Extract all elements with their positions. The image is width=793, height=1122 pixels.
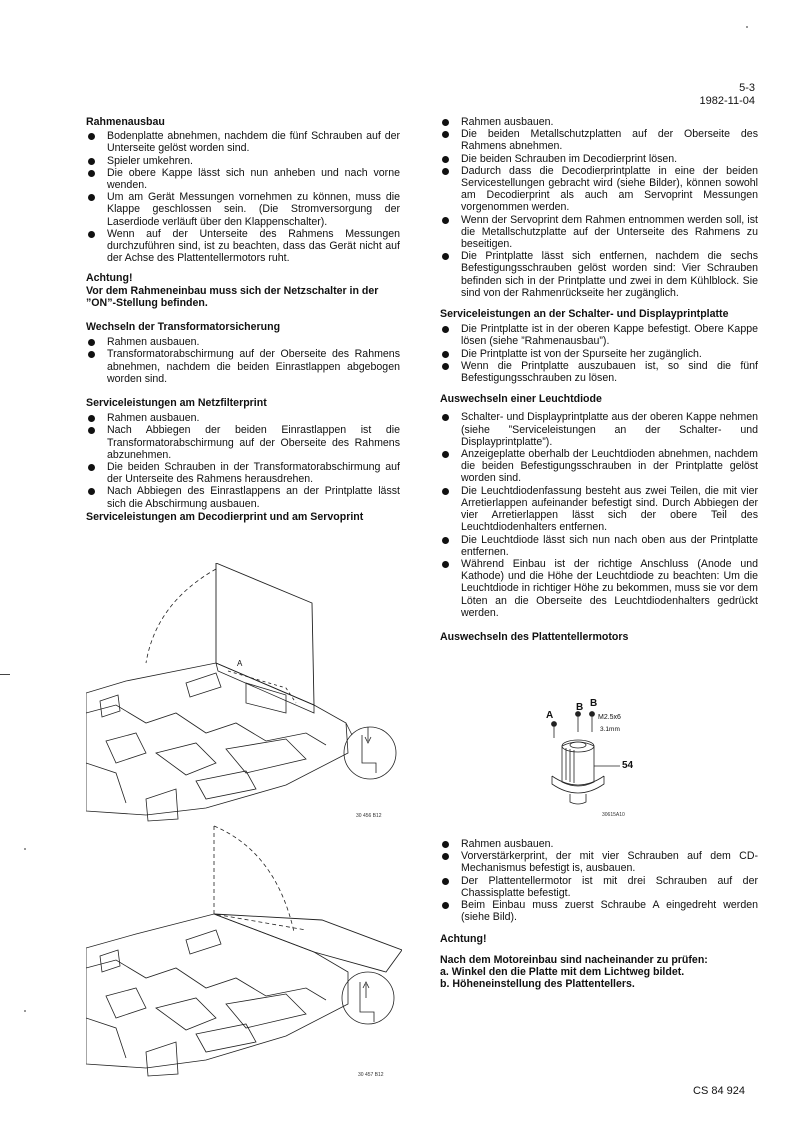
list-item: Rahmen ausbauen. xyxy=(86,336,400,348)
warning-title: Achtung! xyxy=(86,272,133,285)
list-item: Transformatorabschirmung auf der Oberseite des Rahmens abnehmen, nachdem die beiden Einrastlappen abgebogen worden sind. xyxy=(86,348,400,385)
motor-label-a: A xyxy=(546,710,554,721)
figure-label-a: A xyxy=(237,659,243,668)
list-item: Die Printplatte lässt sich entfernen, nachdem die sechs Befestigungsschrauben gelöst worden sind: Vier Schrauben befinden sich in der Printplatte und zwei in dem Kühlblock. Sie sind von der Rahmenrückseite her zugänglich. xyxy=(440,250,758,299)
list-item: Wenn der Servoprint dem Rahmen entnommen werden soll, ist die Metallschutzplatte auf der Unterseite des Rahmens zu beseitigen. xyxy=(440,214,758,251)
list-item: Die Leuchtdiodenfassung besteht aus zwei Teilen, die mit vier Arretierlappen aufeinander befestigt sind. Durch Abbiegen der vier Arretierlappen lässt sich der obere Teil des Leuchtdiodenhalters entfernen. xyxy=(440,485,758,534)
list-item: Dadurch dass die Decodierprintplatte in eine der beiden Servicestellungen gebracht wird (siehe Bilder), können sowohl am Decodierprint als auch am Servoprint Messungen vorgenommen werden. xyxy=(440,165,758,214)
bullet-list xyxy=(86,336,400,385)
margin-mark xyxy=(0,674,10,675)
list-item: Rahmen ausbauen. xyxy=(86,412,400,424)
bullet-list xyxy=(86,412,400,510)
bullet-list xyxy=(440,116,758,299)
list-item: Rahmen ausbauen. xyxy=(440,116,758,128)
list-item: Nach Abbiegen des Einrastlappens an der Printplatte lässt sich die Abschirmung ausbauen. xyxy=(86,485,400,509)
page-number: 5-3 xyxy=(739,82,755,94)
figure-number: 30 456 B12 xyxy=(356,813,382,819)
list-item: Die beiden Schrauben in der Transformatorabschirmung auf der Unterseite des Rahmens herausdrehen. xyxy=(86,461,400,485)
section-title: Serviceleistungen am Netzfilterprint xyxy=(86,397,267,410)
list-item: Die beiden Schrauben im Decodierprint lösen. xyxy=(440,153,758,165)
scan-speck xyxy=(24,848,26,850)
warning-title: Achtung! xyxy=(440,933,487,946)
section-title: Serviceleistungen an der Schalter- und Displayprintplatte xyxy=(440,308,729,321)
list-item: Wenn auf der Unterseite des Rahmens Messungen durchzuführen sind, ist zu beachten, dass das Gerät nicht auf der Achse des Plattentellermotors ruht. xyxy=(86,228,400,265)
list-item: Anzeigeplatte oberhalb der Leuchtdioden abnehmen, nachdem die beiden Befestigungsschrauben in der Printplatte gelöst worden sind. xyxy=(440,448,758,485)
list-item: Nach Abbiegen der beiden Einrastlappen ist die Transformatorabschirmung auf der Oberseite des Rahmens abzunehmen. xyxy=(86,424,400,461)
warning-text: Vor dem Rahmeneinbau muss sich der Netzschalter in der ”ON”-Stellung befinden. xyxy=(86,284,379,309)
left-column xyxy=(86,116,400,525)
list-item: Schalter- und Displayprintplatte aus der oberen Kappe nehmen (siehe ”Serviceleistungen an der Schalter- und Displayprintplatte”). xyxy=(440,411,758,448)
figure-decoder-service-position-1 xyxy=(86,563,402,825)
page-header xyxy=(700,82,755,108)
list-item: Die obere Kappe lässt sich nun anheben und nach vorne wenden. xyxy=(86,167,400,191)
scan-speck xyxy=(746,26,748,28)
servo-print-drawing xyxy=(86,822,402,1084)
list-item: Um am Gerät Messungen vornehmen zu können, muss die Klappe geschlossen sein. (Die Stromversorgung der Laserdiode verläuft über den Klappenschalter). xyxy=(86,191,400,228)
list-item: Wenn die Printplatte auszubauen ist, so sind die fünf Befestigungsschrauben zu lösen. xyxy=(440,360,758,384)
list-item: Vorverstärkerprint, der mit vier Schrauben auf dem CD-Mechanismus befestigt is, ausbauen. xyxy=(440,850,758,874)
section-title: Serviceleistungen am Decodierprint und am Servoprint xyxy=(86,510,364,523)
list-item: Bodenplatte abnehmen, nachdem die fünf Schrauben auf der Unterseite gelöst worden sind. xyxy=(86,130,400,154)
figure-decoder-service-position-2 xyxy=(86,822,402,1084)
motor-label-b1: B xyxy=(576,702,584,713)
decoder-print-drawing xyxy=(86,563,402,825)
bullet-list xyxy=(440,838,758,923)
section-title: Auswechseln einer Leuchtdiode xyxy=(440,393,602,406)
figure-number: 30615A10 xyxy=(602,812,625,818)
section-title: Wechseln der Transformatorsicherung xyxy=(86,321,281,334)
list-item: Die Printplatte ist in der oberen Kappe befestigt. Obere Kappe lösen (siehe ”Rahmenausbau”). xyxy=(440,323,758,347)
warning-step-a: a. Winkel den die Platte mit dem Lichtweg bildet. xyxy=(440,965,685,978)
section-title: Auswechseln des Plattentellermotors xyxy=(440,630,629,643)
right-column xyxy=(440,116,758,645)
right-column-lower xyxy=(440,838,758,990)
scan-speck xyxy=(24,1010,26,1012)
bullet-list xyxy=(86,130,400,264)
motor-label-b2: B xyxy=(590,698,598,709)
list-item: Rahmen ausbauen. xyxy=(440,838,758,850)
figure-number: 30 457 B12 xyxy=(358,1072,384,1078)
warning-step-b: b. Höheneinstellung des Plattentellers. xyxy=(440,978,635,991)
list-item: Die Printplatte ist von der Spurseite her zugänglich. xyxy=(440,348,758,360)
list-item: Spieler umkehren. xyxy=(86,155,400,167)
document-code: CS 84 924 xyxy=(693,1085,745,1097)
section-title: Rahmenausbau xyxy=(86,116,165,128)
bullet-list xyxy=(440,411,758,618)
list-item: Der Plattentellermotor ist mit drei Schrauben auf der Chassisplatte befestigt. xyxy=(440,875,758,899)
motor-dimension: 3.1mm xyxy=(600,726,620,733)
list-item: Während Einbau ist der richtige Anschluss (Anode und Kathode) und die Höhe der Leuchtdiode zu beachten: Um die Leuchtdiode in richtiger Höhe zu bekommen, muss sie vor dem Löten an die Oberseite des Leuchtdiodenhalters gedrückt werden. xyxy=(440,558,758,619)
list-item: Beim Einbau muss zuerst Schraube A eingedreht werden (siehe Bild). xyxy=(440,899,758,923)
motor-part-number: 54 xyxy=(622,760,634,771)
page-date: 1982-11-04 xyxy=(699,95,755,107)
motor-screw-size: M2.5x6 xyxy=(598,714,621,721)
list-item: Die Leuchtdiode lässt sich nun nach oben aus der Printplatte entfernen. xyxy=(440,534,758,558)
bullet-list xyxy=(440,323,758,384)
warning-intro: Nach dem Motoreinbau sind nacheinander zu prüfen: xyxy=(440,953,708,966)
figure-turntable-motor xyxy=(540,698,660,820)
list-item: Die beiden Metallschutzplatten auf der Oberseite des Rahmens abnehmen. xyxy=(440,128,758,152)
